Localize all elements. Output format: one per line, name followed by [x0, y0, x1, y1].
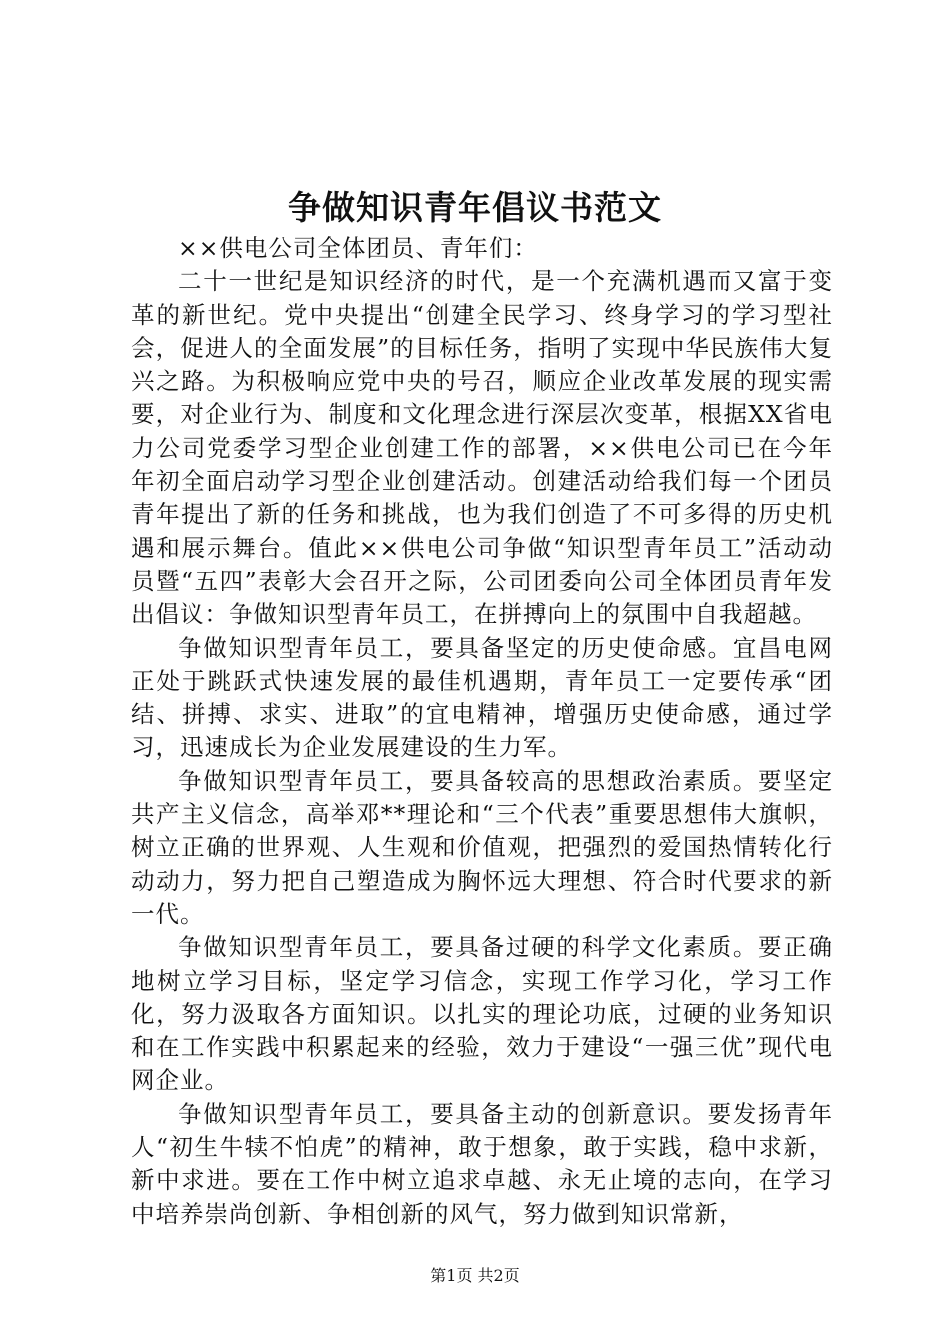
paragraph-3: 争做知识型青年员工，要具备较高的思想政治素质。要坚定共产主义信念，高举邓**理论和“三个代表”重要思想伟大旗帜，树立正确的世界观、人生观和价值观，把强烈的爱国热情转化行动动力，努力把自己塑造成为胸怀远大理想、符合时代要求的新一代。	[131, 766, 833, 928]
document-title: 争做知识青年倡议书范文	[288, 188, 662, 227]
document-body	[131, 232, 833, 1231]
page-footer	[0, 1264, 950, 1288]
paragraph-2: 争做知识型青年员工，要具备坚定的历史使命感。宜昌电网正处于跳跃式快速发展的最佳机遇期，青年员工一定要传承“团结、拼搏、求实、进取”的宜电精神，增强历史使命感，通过学习，迅速成长为企业发展建设的生力军。	[131, 633, 833, 762]
paragraph-5: 争做知识型青年员工，要具备主动的创新意识。要发扬青年人“初生牛犊不怕虎”的精神，敢于想象，敢于实践，稳中求新，新中求进。要在工作中树立追求卓越、永无止境的志向，在学习中培养崇尚创新、争相创新的风气，努力做到知识常新，	[131, 1099, 833, 1228]
salutation: ××供电公司全体团员、青年们：	[178, 234, 538, 262]
paragraph-1: 二十一世纪是知识经济的时代，是一个充满机遇而又富于变革的新世纪。党中央提出“创建全民学习、终身学习的学习型社会，促进人的全面发展”的目标任务，指明了实现中华民族伟大复兴之路。为积极响应党中央的号召，顺应企业改革发展的现实需要，对企业行为、制度和文化理念进行深层次变革，根据XX省电力公司党委学习型企业创建工作的部署，××供电公司已在今年年初全面启动学习型企业创建活动。创建活动给我们每一个团员青年提出了新的任务和挑战，也为我们创造了不可多得的历史机遇和展示舞台。值此××供电公司争做“知识型青年员工”活动动员暨“五四”表彰大会召开之际，公司团委向公司全体团员青年发出倡议：争做知识型青年员工，在拼搏向上的氛围中自我超越。	[131, 267, 833, 629]
page-indicator: 第1页 共2页	[430, 1266, 520, 1285]
paragraph-4: 争做知识型青年员工，要具备过硬的科学文化素质。要正确地树立学习目标，坚定学习信念，实现工作学习化，学习工作化，努力汲取各方面知识。以扎实的理论功底，过硬的业务知识和在工作实践中积累起来的经验，效力于建设“一强三优”现代电网企业。	[131, 933, 833, 1095]
